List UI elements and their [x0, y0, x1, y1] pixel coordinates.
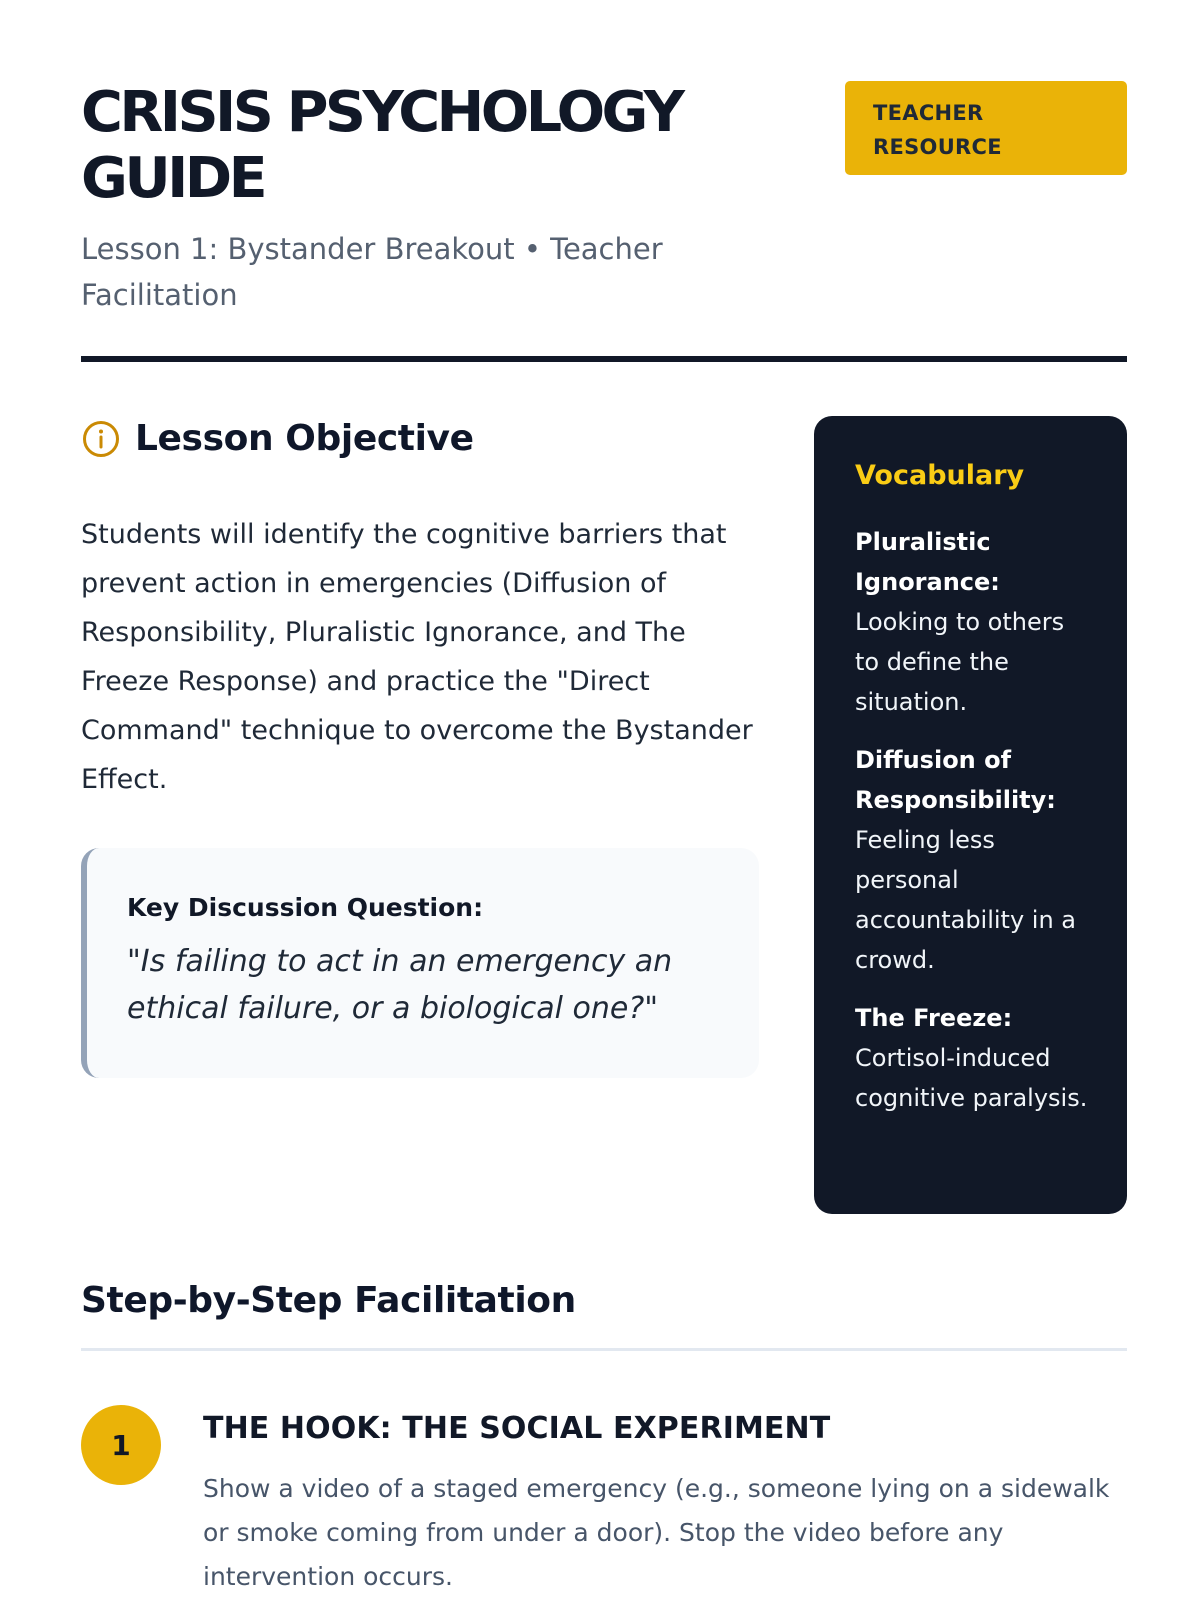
vocab-definition: Looking to others to define the situation. — [855, 608, 1065, 716]
vocabulary-title: Vocabulary — [855, 460, 1025, 491]
vocab-item — [855, 998, 1093, 1118]
info-circle-icon — [81, 419, 121, 459]
vocab-term: The Freeze: — [855, 1004, 1013, 1032]
vocab-term: Pluralistic Ignorance: — [855, 528, 1000, 596]
step-title: THE HOOK: THE SOCIAL EXPERIMENT — [203, 1411, 831, 1446]
objective-heading — [81, 418, 474, 459]
steps-title: Step-by-Step Facilitation — [81, 1280, 576, 1321]
vocab-item — [855, 522, 1093, 722]
page-title: CRISIS PSYCHOLOGY GUIDE — [81, 80, 682, 211]
objective-title: Lesson Objective — [135, 418, 474, 459]
vocab-definition: Feeling less personal accountability in a crowd. — [855, 826, 1077, 974]
discussion-question-box — [81, 848, 759, 1078]
vocab-definition: Cortisol-induced cognitive paralysis. — [855, 1044, 1088, 1112]
step-description: Show a video of a staged emergency (e.g., someone lying on a sidewalk or smoke coming from under a door). Stop the video before any intervention occurs. — [203, 1474, 1110, 1591]
question-text: "Is failing to act in an emergency an ethical failure, or a biological one?" — [127, 944, 673, 1026]
page-header — [81, 80, 1127, 318]
question-label: Key Discussion Question: — [127, 893, 484, 922]
page-subtitle: Lesson 1: Bystander Breakout • Teacher Facilitation — [81, 232, 663, 312]
teacher-resource-badge: TEACHER RESOURCE — [845, 81, 1127, 175]
step-number-badge: 1 — [81, 1405, 161, 1485]
vocabulary-panel — [814, 416, 1127, 1214]
header-divider — [81, 356, 1127, 362]
steps-divider — [81, 1348, 1127, 1351]
vocab-item — [855, 740, 1093, 980]
objective-text: Students will identify the cognitive barriers that prevent action in emergencies (Diffusion of Responsibility, Pluralistic Ignorance, and The Freeze Response) and practice the "Direct Command" technique to overcome the Bystander Effect. — [81, 519, 753, 795]
vocab-term: Diffusion of Responsibility: — [855, 746, 1056, 814]
